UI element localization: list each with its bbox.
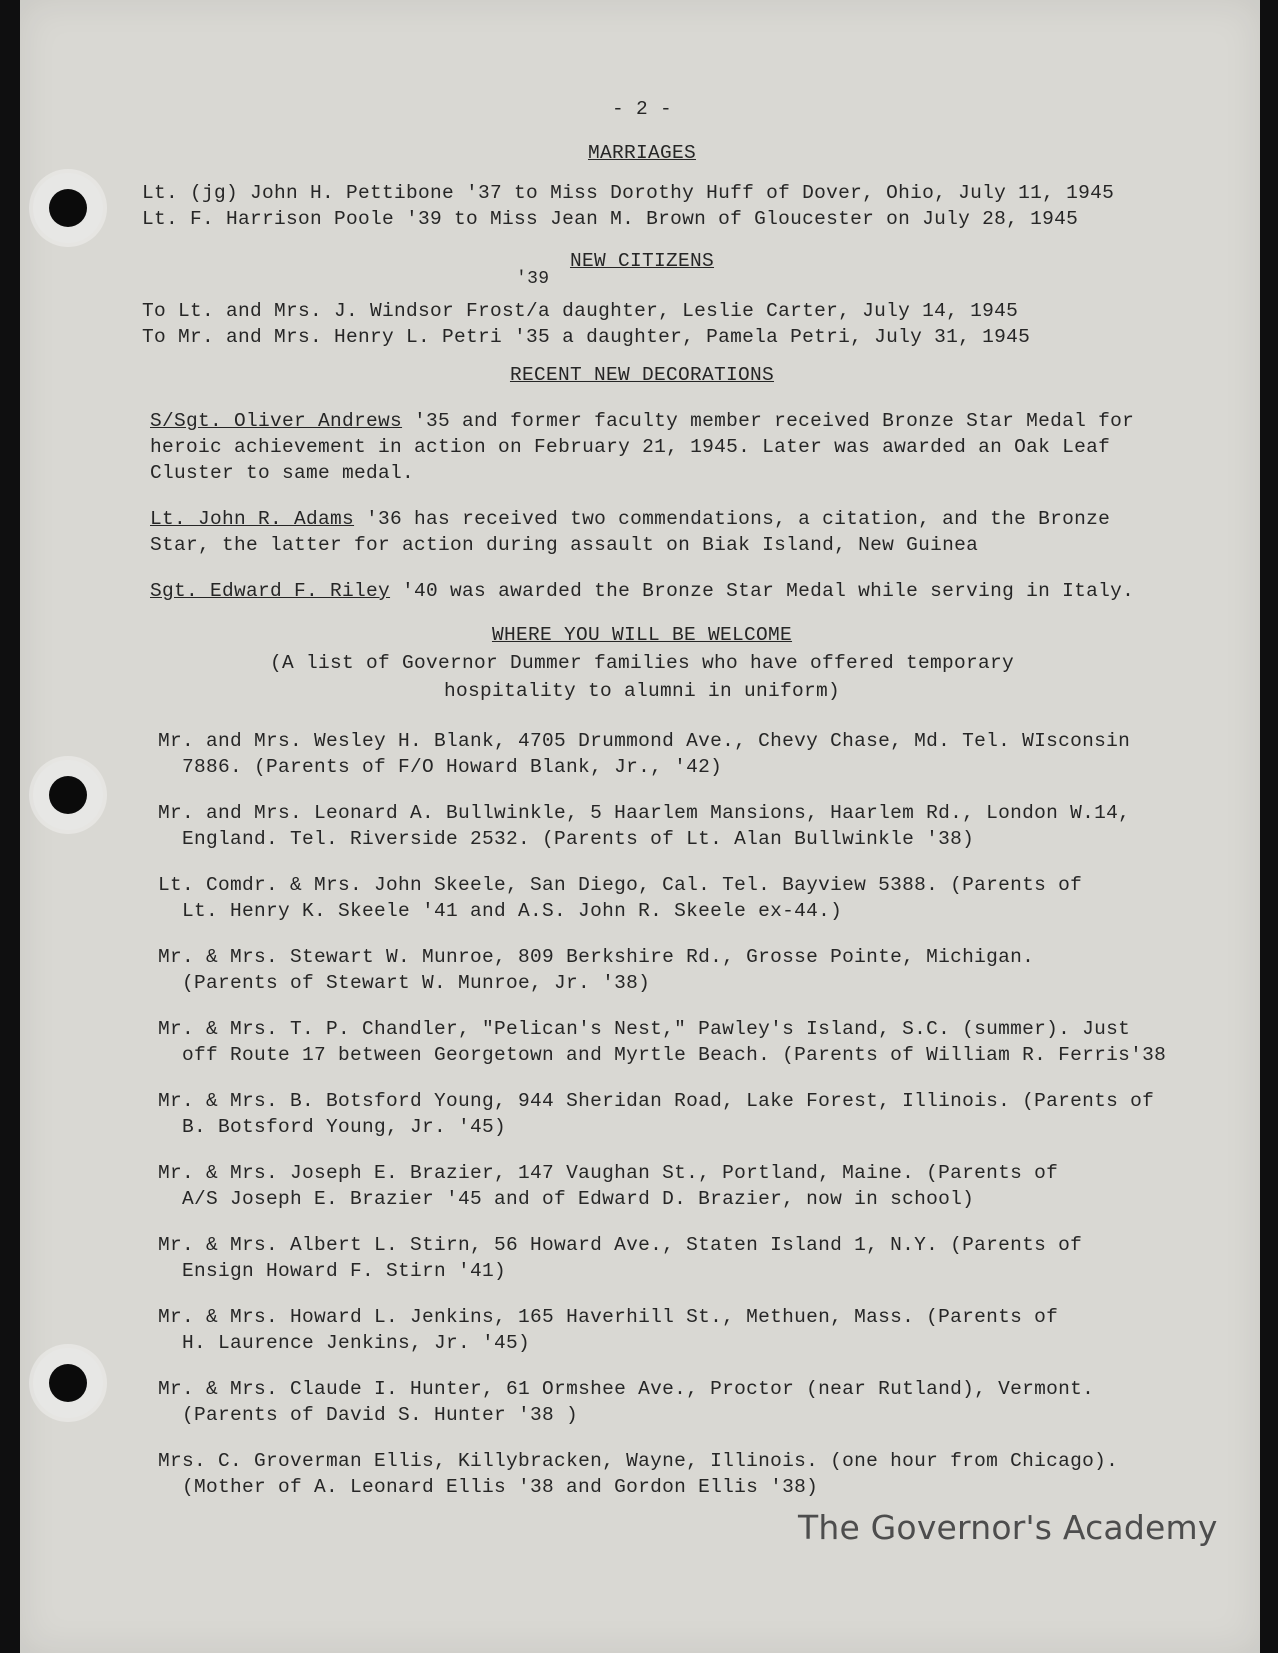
marriages-heading: MARRIAGES	[587, 142, 697, 164]
welcome-entry	[142, 1232, 1222, 1284]
decoration-entry-3-line-1	[150, 578, 1222, 604]
welcome-entry	[142, 1448, 1222, 1500]
welcome-entry	[142, 1304, 1222, 1356]
welcome-entry-line: Mr. & Mrs. Joseph E. Brazier, 147 Vaughan St., Portland, Maine. (Parents of	[158, 1162, 1059, 1184]
welcome-entry-continuation: Lt. Henry K. Skeele '41 and A.S. John R. Skeele ex-44.)	[182, 900, 843, 922]
decorations-heading: RECENT NEW DECORATIONS	[509, 364, 775, 386]
new-citizens-insert-mark: '39	[516, 269, 550, 289]
decoration-entry-2-line-1	[150, 506, 1222, 532]
welcome-entry-continuation: Ensign Howard F. Stirn '41)	[182, 1260, 507, 1282]
welcome-entry-continuation: 7886. (Parents of F/O Howard Blank, Jr., '42)	[182, 756, 723, 778]
welcome-entry	[142, 944, 1222, 996]
decoration-entry-1	[142, 408, 1222, 486]
new-citizen-line-2: To Mr. and Mrs. Henry L. Petri '35 a daughter, Pamela Petri, July 31, 1945	[142, 326, 1031, 348]
punch-hole-bottom	[33, 1348, 103, 1418]
welcome-entry-continuation: England. Tel. Riverside 2532. (Parents of Lt. Alan Bullwinkle '38)	[182, 828, 975, 850]
welcome-entry-continuation: A/S Joseph E. Brazier '45 and of Edward D. Brazier, now in school)	[182, 1188, 975, 1210]
decoration-entry-1-line-1	[150, 408, 1222, 434]
welcome-entry	[142, 1088, 1222, 1140]
decoration-entry-1-name: S/Sgt. Oliver Andrews	[150, 410, 403, 432]
new-citizens-heading: NEW CITIZENS	[569, 250, 715, 272]
decoration-entry-3-rest: '40 was awarded the Bronze Star Medal while serving in Italy.	[390, 580, 1135, 602]
welcome-entry	[142, 800, 1222, 852]
decoration-entry-3-name: Sgt. Edward F. Riley	[150, 580, 391, 602]
decoration-entry-2-rest: '36 has received two commendations, a citation, and the Bronze	[354, 508, 1111, 530]
welcome-heading: WHERE YOU WILL BE WELCOME	[491, 624, 793, 646]
decoration-entry-1-line-2: heroic achievement in action on February 21, 1945. Later was awarded an Oak Leaf	[150, 436, 1111, 458]
welcome-entry	[142, 728, 1222, 780]
welcome-entry-line: Mr. & Mrs. Albert L. Stirn, 56 Howard Ave., Staten Island 1, N.Y. (Parents of	[158, 1234, 1083, 1256]
welcome-entry-line: Mr. & Mrs. B. Botsford Young, 944 Sheridan Road, Lake Forest, Illinois. (Parents of	[158, 1090, 1155, 1112]
decoration-entry-1-rest: '35 and former faculty member received Bronze Star Medal for	[402, 410, 1135, 432]
marriage-line-1: Lt. (jg) John H. Pettibone '37 to Miss Dorothy Huff of Dover, Ohio, July 11, 1945	[142, 182, 1115, 204]
welcome-entry-line: Mrs. C. Groverman Ellis, Killybracken, Wayne, Illinois. (one hour from Chicago).	[158, 1450, 1119, 1472]
welcome-entry	[142, 872, 1222, 924]
decoration-entry-2-line-2: Star, the latter for action during assault on Biak Island, New Guinea	[150, 534, 979, 556]
watermark: The Governor's Academy	[798, 1508, 1218, 1547]
welcome-entry-line: Lt. Comdr. & Mrs. John Skeele, San Diego, Cal. Tel. Bayview 5388. (Parents of	[158, 874, 1083, 896]
decoration-entry-3	[142, 578, 1222, 604]
typed-document	[142, 96, 1222, 1500]
welcome-entry-line: Mr. and Mrs. Leonard A. Bullwinkle, 5 Haarlem Mansions, Haarlem Rd., London W.14,	[158, 802, 1131, 824]
welcome-entry-line: Mr. and Mrs. Wesley H. Blank, 4705 Drummond Ave., Chevy Chase, Md. Tel. WIsconsin	[158, 730, 1131, 752]
punch-hole-middle	[33, 760, 103, 830]
decoration-entry-2	[142, 506, 1222, 558]
welcome-entry	[142, 1016, 1222, 1068]
welcome-entry-line: Mr. & Mrs. Claude I. Hunter, 61 Ormshee Ave., Proctor (near Rutland), Vermont.	[158, 1378, 1095, 1400]
welcome-entry-continuation: (Parents of David S. Hunter '38 )	[182, 1404, 579, 1426]
welcome-entry-continuation: (Parents of Stewart W. Munroe, Jr. '38)	[182, 972, 651, 994]
welcome-entry-line: Mr. & Mrs. Howard L. Jenkins, 165 Haverhill St., Methuen, Mass. (Parents of	[158, 1306, 1059, 1328]
document-page	[20, 0, 1260, 1653]
welcome-entry-continuation: B. Botsford Young, Jr. '45)	[182, 1116, 507, 1138]
welcome-entry-continuation: H. Laurence Jenkins, Jr. '45)	[182, 1332, 531, 1354]
welcome-entry-continuation: (Mother of A. Leonard Ellis '38 and Gordon Ellis '38)	[182, 1476, 819, 1498]
welcome-entry	[142, 1376, 1222, 1428]
welcome-entry-continuation: off Route 17 between Georgetown and Myrtle Beach. (Parents of William R. Ferris'38	[182, 1044, 1167, 1066]
welcome-entry-line: Mr. & Mrs. T. P. Chandler, "Pelican's Nest," Pawley's Island, S.C. (summer). Just	[158, 1018, 1131, 1040]
new-citizen-line-1: To Lt. and Mrs. J. Windsor Frost/a daughter, Leslie Carter, July 14, 1945	[142, 300, 1019, 322]
decoration-entry-2-name: Lt. John R. Adams	[150, 508, 355, 530]
page-number: - 2 -	[611, 98, 672, 120]
marriage-line-2: Lt. F. Harrison Poole '39 to Miss Jean M. Brown of Gloucester on July 28, 1945	[142, 208, 1079, 230]
punch-hole-top	[33, 173, 103, 243]
decoration-entry-1-line-3: Cluster to same medal.	[150, 462, 415, 484]
welcome-subtitle-line-2: hospitality to alumni in uniform)	[443, 680, 841, 702]
welcome-subtitle-line-1: (A list of Governor Dummer families who have offered temporary	[269, 652, 1015, 674]
welcome-entry-line: Mr. & Mrs. Stewart W. Munroe, 809 Berkshire Rd., Grosse Pointe, Michigan.	[158, 946, 1035, 968]
welcome-entry	[142, 1160, 1222, 1212]
